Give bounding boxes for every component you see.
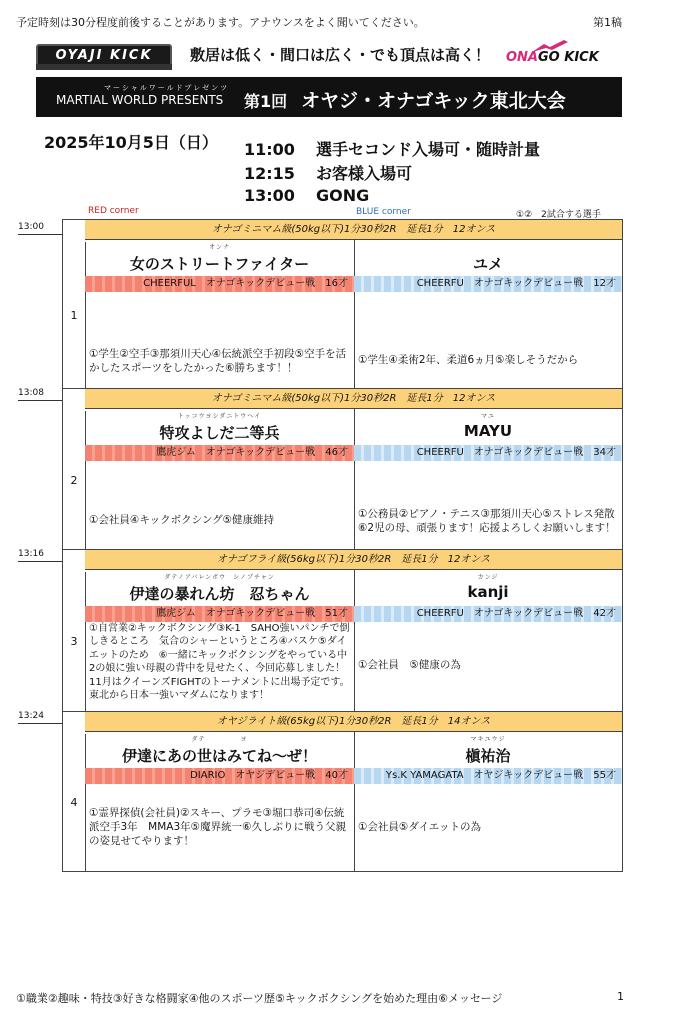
fighter-name: 特攻よしだ二等兵 xyxy=(159,424,280,442)
fighter-profile: ①自営業②キックボクシング③K-1 SAHO強いパンチで倒しきるところ 気合のシャーというところ④バスケ⑤ダイエットのため ⑥一緒にキックボクシングをやっている中2の娘に強い母親の背中を見せたく、今回応募しました！11月はクイーンズFIGHTのトーナメントに出場予定です。東北から日本一強いマダムになります！ xyxy=(89,623,350,702)
fighter-name: MAYU xyxy=(463,422,513,440)
oyaji-kick-logo: OYAJI KICK xyxy=(36,44,172,68)
weight-class: オナゴフライ級(56kg以下)1分30秒2R 延長1分 12オンス xyxy=(85,550,622,570)
fighter-profile: ①学生④柔術2年、柔道6ヵ月⑤楽しそうだから xyxy=(358,354,579,366)
schedule-time: 11:00 xyxy=(244,140,295,159)
schedule-time: 12:15 xyxy=(244,164,295,183)
fighter-profile: ①学生②空手③那須川天心④伝統派空手初段⑤空手を活かしたスポーツをしたかった⑥勝ちます！！ xyxy=(89,348,347,374)
schedule-notice: 予定時刻は30分程度前後することがあります。アナウンスをよく聞いてください。 xyxy=(16,16,425,29)
fighter-profile: ①会社員 ⑤健康の為 xyxy=(358,659,461,671)
draft-label: 第1稿 xyxy=(593,16,622,29)
time-divider xyxy=(18,400,62,401)
event-edition: 第1回 xyxy=(244,92,288,111)
blue-fighter xyxy=(354,408,622,549)
fighter-ruby: ダテノアバレンボウ シノブチャン xyxy=(164,574,275,581)
onago-kick-logo xyxy=(506,50,599,65)
bout-number: 3 xyxy=(63,572,86,711)
blue-fighter xyxy=(354,569,622,711)
time-divider xyxy=(18,561,62,562)
bout-number: 2 xyxy=(63,411,86,549)
fighter-profile: ①公務員②ピアノ・テニス③那須川天心⑤ストレス発散⑥2児の母、頑張ります！応援よろしくお願いします！ xyxy=(358,508,616,534)
logo-accent-text: ONA xyxy=(506,50,538,65)
fighter-info: 鷹虎ジム オナゴキックデビュー戦 51才 xyxy=(85,606,354,622)
blue-fighter xyxy=(354,731,622,871)
fighter-name: kanji xyxy=(467,583,509,601)
fighter-profile: ①霊界探偵(会社員)②スキー、プラモ③堀口恭司④伝統派空手3年 MMA3年⑤魔界統一⑥久しぶりに戦う父親の姿見せてやります！ xyxy=(89,807,346,847)
fighter-info: CHEERFU オナゴキックデビュー戦 12才 xyxy=(354,276,622,292)
presents-ruby: マーシャルワールドプレゼンツ xyxy=(104,84,230,92)
blue-fighter xyxy=(354,239,622,388)
schedule-text: GONG xyxy=(316,186,370,205)
schedule-row xyxy=(244,186,369,205)
blue-corner-label: BLUE corner xyxy=(356,207,411,217)
fighter-ruby: カンジ xyxy=(477,574,499,581)
event-name: オヤジ・オナゴキック東北大会 xyxy=(301,90,566,112)
bout-time: 13:16 xyxy=(18,549,44,559)
time-divider xyxy=(18,234,62,235)
event-title xyxy=(244,86,566,113)
page-number: 1 xyxy=(617,990,624,1003)
fighter-ruby: ダテ ヨ xyxy=(191,736,248,743)
bout-number: 1 xyxy=(63,242,86,388)
red-fighter xyxy=(85,569,355,711)
schedule-text: 選手セコンド入場可・随時計量 xyxy=(316,140,541,159)
fighter-info: DIARIO オヤジデビュー戦 40才 xyxy=(85,768,354,784)
logo-underline xyxy=(36,64,172,70)
red-corner-label: RED corner xyxy=(88,206,139,216)
bout-block-2 xyxy=(62,388,623,550)
bout-number: 4 xyxy=(63,734,86,871)
logo-text: GO KICK xyxy=(538,50,599,65)
event-date: 2025年10月5日（日） xyxy=(44,133,218,152)
fighter-info: 鷹虎ジム オナゴキックデビュー戦 46才 xyxy=(85,445,354,461)
weight-class: オヤジライト級(65kg以下)1分30秒2R 延長1分 14オンス xyxy=(85,712,622,732)
bout-time: 13:08 xyxy=(18,388,44,398)
bout-time: 13:24 xyxy=(18,711,44,721)
fighter-name: 槇祐治 xyxy=(465,747,511,765)
fighter-name: 女のストリートファイター xyxy=(129,255,310,273)
slogan: 敷居は低く・間口は広く・でも頂点は高く！ xyxy=(190,46,491,64)
bout-block-1 xyxy=(62,219,623,389)
fighter-ruby: マキユウジ xyxy=(470,736,506,743)
fighter-info: CHEERFU オナゴキックデビュー戦 34才 xyxy=(354,445,622,461)
fighter-name: 伊達の暴れん坊 忍ちゃん xyxy=(129,585,310,603)
red-fighter xyxy=(85,239,355,388)
schedule-row xyxy=(244,137,540,160)
double-bout-note: ①② 2試合する選手 xyxy=(516,210,601,220)
fighter-ruby: オンナ xyxy=(208,244,230,251)
fighter-info: Ys.K YAMAGATA オヤジキックデビュー戦 55才 xyxy=(354,768,622,784)
fighter-name: ユメ xyxy=(472,255,503,273)
fighter-profile: ①会社員⑤ダイエットの為 xyxy=(358,821,481,833)
fighter-ruby: マユ xyxy=(480,413,495,420)
bout-time: 13:00 xyxy=(18,222,44,232)
red-fighter xyxy=(85,731,355,871)
fighter-ruby: トッコウヨシダニトウヘイ xyxy=(177,413,262,420)
fighter-name: 伊達にあの世はみてね～ぜ！ xyxy=(121,747,317,765)
weight-class: オナゴミニマム級(50kg以下)1分30秒2R 延長1分 12オンス xyxy=(85,389,622,409)
fighter-profile: ①会社員④キックボクシング⑤健康維持 xyxy=(89,514,275,526)
profile-legend: ①職業②趣味・特技③好きな格闘家④他のスポーツ歴⑤キックボクシングを始めた理由⑥メッセージ xyxy=(16,992,503,1005)
weight-class: オナゴミニマム級(50kg以下)1分30秒2R 延長1分 12オンス xyxy=(85,220,622,240)
time-divider xyxy=(18,723,62,724)
schedule-time: 13:00 xyxy=(244,186,295,205)
presents-text: MARTIAL WORLD PRESENTS xyxy=(56,93,224,107)
schedule-text: お客様入場可 xyxy=(316,164,413,183)
fighter-info: CHEERFUL オナゴキックデビュー戦 16才 xyxy=(85,276,354,292)
red-fighter xyxy=(85,408,355,549)
fighter-info: CHEERFU オナゴキックデビュー戦 42才 xyxy=(354,606,622,622)
bout-block-4 xyxy=(62,711,623,872)
schedule-row xyxy=(244,161,412,184)
bout-block-3 xyxy=(62,549,623,712)
